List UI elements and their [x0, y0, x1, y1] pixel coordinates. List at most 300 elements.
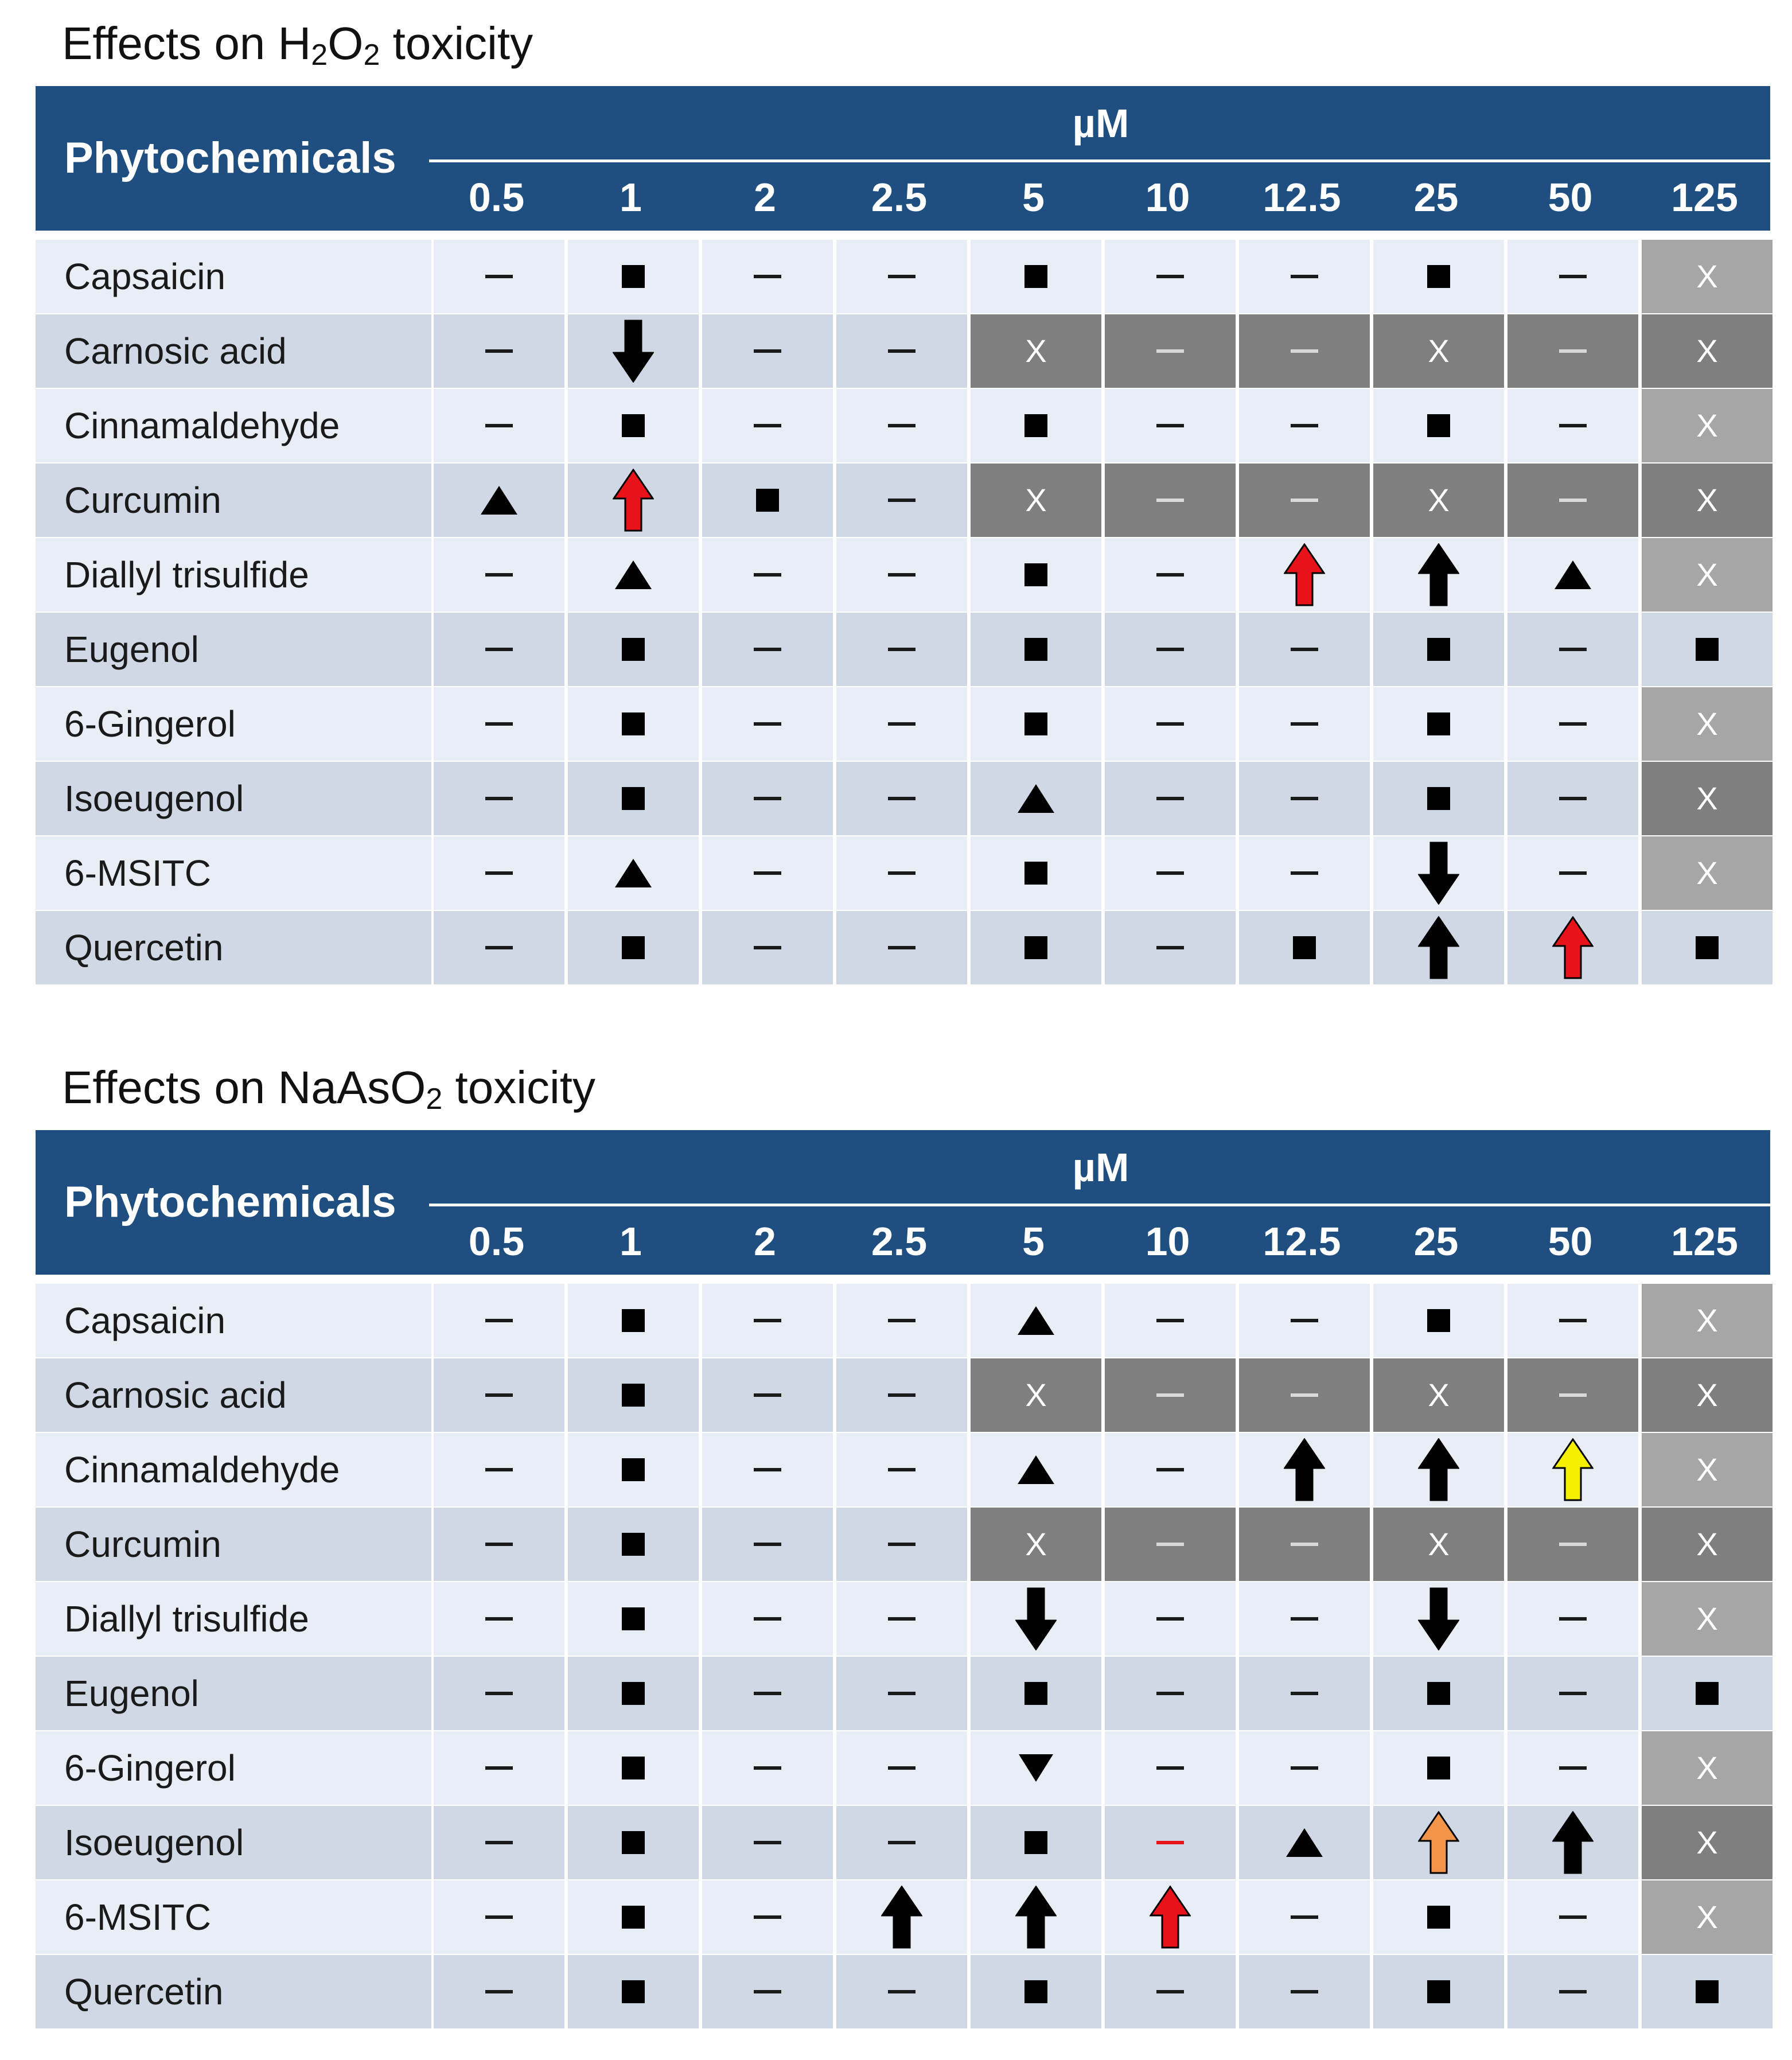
square-icon — [1696, 1682, 1719, 1705]
result-cell — [568, 687, 699, 761]
square-icon — [622, 1831, 645, 1854]
arrow-up-icon — [1150, 1886, 1191, 1949]
arrow-up-icon — [1552, 1811, 1594, 1874]
cytotoxic-x-mark: X — [1696, 1899, 1718, 1935]
arrow-up-icon — [613, 469, 654, 532]
result-cell — [971, 1657, 1101, 1730]
result-cell — [702, 1508, 833, 1581]
result-cell — [702, 389, 833, 462]
result-cell — [1373, 1358, 1504, 1432]
dash-icon — [485, 1468, 513, 1471]
result-cell — [702, 1955, 833, 2028]
dash-icon — [485, 1915, 513, 1919]
concentration-header: 5 — [1022, 1219, 1045, 1264]
result-cell — [971, 538, 1101, 612]
table-header — [36, 86, 1770, 231]
table-row — [36, 687, 1770, 761]
dash-icon — [485, 946, 513, 949]
square-icon — [1427, 638, 1450, 661]
cytotoxic-x-mark: X — [1696, 1302, 1718, 1338]
result-cell — [1642, 1955, 1772, 2028]
square-icon — [1024, 1831, 1047, 1854]
table-row — [36, 836, 1770, 910]
result-cell — [434, 687, 564, 761]
result-cell — [1105, 613, 1236, 686]
title-subscript: 2 — [363, 38, 380, 72]
cytotoxic-x-mark: X — [1696, 333, 1718, 369]
table-row — [36, 613, 1770, 686]
dash-icon — [1156, 797, 1184, 800]
table-row — [36, 1358, 1770, 1432]
row-name-cell — [36, 389, 431, 462]
phytochemical-name: Quercetin — [64, 1971, 224, 2012]
dash-icon — [1156, 1468, 1184, 1471]
square-icon — [1024, 936, 1047, 959]
dash-icon — [888, 1766, 916, 1770]
result-cell — [1239, 538, 1370, 612]
result-cell — [1507, 1806, 1638, 1879]
table-row — [36, 389, 1770, 462]
cytotoxic-x-mark: X — [1696, 258, 1718, 294]
title-part: toxicity — [380, 18, 533, 69]
result-cell — [1373, 762, 1504, 835]
result-cell — [1105, 1731, 1236, 1805]
square-icon — [622, 787, 645, 810]
table-header — [36, 1130, 1770, 1275]
result-cell — [1373, 1657, 1504, 1730]
phytochemical-name: Cinnamaldehyde — [64, 405, 340, 446]
phytochemicals-header: Phytochemicals — [64, 134, 396, 182]
square-icon — [1427, 265, 1450, 288]
dash-icon — [485, 1766, 513, 1770]
result-cell — [1239, 1731, 1370, 1805]
result-cell — [836, 613, 967, 686]
result-cell — [702, 1582, 833, 1656]
dash-icon — [754, 349, 781, 353]
result-cell — [1373, 1508, 1504, 1581]
table-row — [36, 911, 1770, 984]
phytochemical-name: Curcumin — [64, 480, 221, 521]
result-cell — [1239, 613, 1370, 686]
arrow-up-icon — [1552, 916, 1594, 979]
cytotoxic-x-mark: X — [1696, 1377, 1718, 1413]
dash-icon — [754, 871, 781, 875]
result-cell — [836, 1582, 967, 1656]
result-cell — [1105, 314, 1236, 388]
cytotoxic-x-mark: X — [1696, 855, 1718, 891]
phytochemical-name: Curcumin — [64, 1524, 221, 1565]
row-name-cell — [36, 687, 431, 761]
result-cell — [568, 1433, 699, 1506]
cytotoxic-x-mark: X — [1428, 333, 1450, 369]
result-cell — [434, 1806, 564, 1879]
dash-icon — [1291, 1692, 1318, 1695]
square-icon — [622, 414, 645, 437]
concentration-header: 125 — [1671, 1219, 1738, 1264]
table-row — [36, 538, 1770, 612]
dash-icon — [485, 1319, 513, 1322]
dash-icon — [1156, 1841, 1184, 1844]
result-cell — [1239, 1657, 1370, 1730]
result-cell — [836, 464, 967, 537]
dash-icon — [754, 1543, 781, 1546]
phytochemical-name: Quercetin — [64, 927, 224, 968]
phytochemicals-header: Phytochemicals — [64, 1178, 396, 1226]
phytochemical-name: Eugenol — [64, 1673, 199, 1714]
square-icon — [1293, 936, 1316, 959]
row-name-cell — [36, 1657, 431, 1730]
result-cell — [1642, 1508, 1772, 1581]
dash-icon — [754, 1841, 781, 1844]
result-cell — [702, 762, 833, 835]
result-cell — [836, 389, 967, 462]
row-name-cell — [36, 1358, 431, 1432]
arrow-up-icon — [1015, 1886, 1057, 1949]
row-name-cell — [36, 464, 431, 537]
dash-icon — [485, 1692, 513, 1695]
cytotoxic-x-mark: X — [1428, 482, 1450, 518]
square-icon — [622, 1384, 645, 1407]
phytochemical-name: Eugenol — [64, 629, 199, 670]
result-cell — [1507, 1284, 1638, 1357]
triangle-up-icon — [1018, 784, 1054, 813]
result-cell — [836, 1508, 967, 1581]
result-cell — [568, 464, 699, 537]
triangle-up-icon — [1286, 1828, 1323, 1857]
result-cell — [434, 464, 564, 537]
dash-icon — [485, 1393, 513, 1397]
square-icon — [1696, 1980, 1719, 2003]
result-cell — [1105, 1284, 1236, 1357]
result-cell — [971, 1284, 1101, 1357]
result-cell — [702, 240, 833, 313]
result-cell — [1642, 911, 1772, 984]
result-cell — [971, 1358, 1101, 1432]
result-cell — [1239, 836, 1370, 910]
result-cell — [568, 389, 699, 462]
dash-icon — [1156, 573, 1184, 577]
square-icon — [1427, 1309, 1450, 1332]
dash-icon — [1559, 722, 1587, 726]
result-cell — [1239, 911, 1370, 984]
result-cell — [971, 687, 1101, 761]
result-cell — [1105, 389, 1236, 462]
dash-icon — [754, 1915, 781, 1919]
dash-icon — [485, 573, 513, 577]
phytochemical-name: 6-MSITC — [64, 852, 211, 894]
phytochemical-name: Diallyl trisulfide — [64, 554, 309, 595]
result-cell — [702, 1880, 833, 1954]
square-icon — [1427, 1757, 1450, 1779]
square-icon — [622, 638, 645, 661]
concentration-header: 2 — [754, 175, 776, 220]
dash-icon — [485, 871, 513, 875]
result-cell — [568, 240, 699, 313]
concentration-header: 12.5 — [1263, 1219, 1341, 1264]
square-icon — [1024, 712, 1047, 735]
table-row — [36, 1955, 1770, 2028]
result-cell — [1373, 240, 1504, 313]
square-icon — [1427, 1906, 1450, 1929]
square-icon — [622, 1458, 645, 1481]
dash-icon — [888, 946, 916, 949]
arrow-down-icon — [1418, 842, 1459, 905]
dash-icon — [1156, 424, 1184, 427]
row-name-cell — [36, 911, 431, 984]
result-cell — [971, 1582, 1101, 1656]
dash-icon — [1156, 499, 1184, 502]
row-name-cell — [36, 1806, 431, 1879]
result-cell — [971, 1880, 1101, 1954]
result-cell — [1105, 1358, 1236, 1432]
result-cell — [971, 762, 1101, 835]
dash-icon — [1559, 424, 1587, 427]
square-icon — [622, 1682, 645, 1705]
dash-icon — [1559, 349, 1587, 353]
result-cell — [434, 1358, 564, 1432]
concentration-header: 2 — [754, 1219, 776, 1264]
result-cell — [434, 314, 564, 388]
row-name-cell — [36, 1880, 431, 1954]
dash-icon — [1291, 1543, 1318, 1546]
phytochemical-name: 6-Gingerol — [64, 703, 236, 745]
result-cell — [434, 762, 564, 835]
result-cell — [836, 1657, 967, 1730]
square-icon — [622, 1607, 645, 1630]
dash-icon — [754, 275, 781, 278]
concentration-header: 12.5 — [1263, 175, 1341, 220]
dash-icon — [888, 349, 916, 353]
result-cell — [1507, 762, 1638, 835]
phytochemical-name: Capsaicin — [64, 256, 226, 297]
result-cell — [1507, 1731, 1638, 1805]
title-subscript: 2 — [311, 38, 328, 72]
result-cell — [1239, 314, 1370, 388]
section-title — [62, 17, 533, 72]
result-cell — [1105, 1433, 1236, 1506]
result-cell — [1239, 1955, 1370, 2028]
result-cell — [1507, 538, 1638, 612]
triangle-up-icon — [615, 859, 652, 887]
dash-icon — [1291, 1915, 1318, 1919]
dash-icon — [1291, 1990, 1318, 1993]
result-cell — [971, 240, 1101, 313]
title-part: Effects on NaAsO — [62, 1062, 426, 1113]
cytotoxic-x-mark: X — [1696, 1750, 1718, 1786]
concentration-header: 25 — [1413, 175, 1459, 220]
result-cell — [1105, 464, 1236, 537]
result-cell — [971, 389, 1101, 462]
dash-icon — [1559, 1990, 1587, 1993]
result-cell — [1373, 1433, 1504, 1506]
concentration-header: 5 — [1022, 175, 1045, 220]
phytochemical-name: Diallyl trisulfide — [64, 1598, 309, 1640]
concentration-header: 125 — [1671, 175, 1738, 220]
dash-icon — [1559, 1543, 1587, 1546]
square-icon — [622, 265, 645, 288]
result-cell — [1239, 464, 1370, 537]
result-cell — [1642, 1433, 1772, 1506]
result-cell — [702, 1433, 833, 1506]
dash-icon — [1156, 1766, 1184, 1770]
dash-icon — [888, 573, 916, 577]
arrow-up-icon — [1418, 543, 1459, 606]
row-name-cell — [36, 1433, 431, 1506]
result-cell — [1642, 836, 1772, 910]
result-cell — [971, 911, 1101, 984]
dash-icon — [1156, 1543, 1184, 1546]
dash-icon — [754, 573, 781, 577]
result-cell — [568, 314, 699, 388]
row-name-cell — [36, 762, 431, 835]
result-cell — [1373, 836, 1504, 910]
result-cell — [1373, 314, 1504, 388]
row-name-cell — [36, 1731, 431, 1805]
result-cell — [1507, 613, 1638, 686]
table-row — [36, 1731, 1770, 1805]
concentration-header: 10 — [1145, 1219, 1190, 1264]
result-cell — [1507, 1582, 1638, 1656]
result-cell — [1373, 1731, 1504, 1805]
row-name-cell — [36, 1508, 431, 1581]
arrow-up-icon — [1418, 916, 1459, 979]
dash-icon — [1156, 1990, 1184, 1993]
unit-header: µM — [1072, 1145, 1129, 1190]
result-cell — [702, 911, 833, 984]
result-cell — [434, 1433, 564, 1506]
result-cell — [568, 762, 699, 835]
dash-icon — [754, 1468, 781, 1471]
dash-icon — [1291, 871, 1318, 875]
row-name-cell — [36, 1284, 431, 1357]
triangle-up-icon — [1018, 1306, 1054, 1335]
dash-icon — [1156, 871, 1184, 875]
result-cell — [1105, 240, 1236, 313]
dash-icon — [1559, 275, 1587, 278]
triangle-down-icon — [1019, 1754, 1053, 1782]
result-cell — [836, 1358, 967, 1432]
cytotoxic-x-mark: X — [1696, 1526, 1718, 1562]
row-name-cell — [36, 314, 431, 388]
result-cell — [434, 613, 564, 686]
dash-icon — [1291, 349, 1318, 353]
concentration-header: 1 — [620, 175, 642, 220]
dash-icon — [888, 1990, 916, 1993]
result-cell — [568, 1880, 699, 1954]
dash-icon — [888, 275, 916, 278]
dash-icon — [485, 1617, 513, 1621]
table-row — [36, 314, 1770, 388]
dash-icon — [888, 1319, 916, 1322]
result-cell — [1239, 762, 1370, 835]
dash-icon — [888, 1468, 916, 1471]
result-cell — [836, 538, 967, 612]
result-cell — [434, 1284, 564, 1357]
result-cell — [1105, 1657, 1236, 1730]
result-cell — [1373, 1806, 1504, 1879]
phytochemical-name: Cinnamaldehyde — [64, 1449, 340, 1490]
dash-icon — [1291, 424, 1318, 427]
dash-icon — [888, 1841, 916, 1844]
dash-icon — [888, 648, 916, 651]
square-icon — [1024, 563, 1047, 586]
dash-icon — [888, 871, 916, 875]
dash-icon — [1559, 1915, 1587, 1919]
result-cell — [1507, 389, 1638, 462]
result-cell — [702, 1731, 833, 1805]
result-cell — [1105, 1582, 1236, 1656]
dash-icon — [754, 1393, 781, 1397]
result-cell — [1105, 1880, 1236, 1954]
title-part: toxicity — [442, 1062, 596, 1113]
result-cell — [971, 613, 1101, 686]
phytochemical-name: 6-Gingerol — [64, 1747, 236, 1789]
result-cell — [434, 240, 564, 313]
dash-icon — [1559, 499, 1587, 502]
result-cell — [1507, 687, 1638, 761]
arrow-up-icon — [881, 1886, 922, 1949]
phytochemical-name: Isoeugenol — [64, 778, 244, 819]
dash-icon — [754, 648, 781, 651]
result-cell — [1507, 240, 1638, 313]
square-icon — [1024, 1682, 1047, 1705]
table-row — [36, 1433, 1770, 1506]
result-cell — [702, 314, 833, 388]
square-icon — [622, 1757, 645, 1779]
cytotoxic-x-mark: X — [1696, 1601, 1718, 1637]
result-cell — [971, 836, 1101, 910]
table-row — [36, 1284, 1770, 1357]
square-icon — [1427, 712, 1450, 735]
triangle-up-icon — [615, 560, 652, 589]
dash-icon — [485, 797, 513, 800]
result-cell — [568, 836, 699, 910]
dash-icon — [1291, 1766, 1318, 1770]
result-cell — [1239, 687, 1370, 761]
dash-icon — [1156, 275, 1184, 278]
result-cell — [702, 836, 833, 910]
unit-header: µM — [1072, 101, 1129, 146]
result-cell — [702, 538, 833, 612]
dash-icon — [1559, 648, 1587, 651]
result-cell — [702, 687, 833, 761]
dash-icon — [1291, 1617, 1318, 1621]
result-cell — [1642, 1657, 1772, 1730]
result-cell — [836, 836, 967, 910]
dash-icon — [1291, 1319, 1318, 1322]
result-cell — [836, 1880, 967, 1954]
row-name-cell — [36, 1955, 431, 2028]
cytotoxic-x-mark: X — [1025, 482, 1047, 518]
result-cell — [1239, 1284, 1370, 1357]
phytochemical-name: Isoeugenol — [64, 1822, 244, 1863]
dash-icon — [1291, 648, 1318, 651]
dash-icon — [485, 349, 513, 353]
dash-icon — [1559, 1393, 1587, 1397]
result-cell — [1373, 1955, 1504, 2028]
dash-icon — [1156, 1393, 1184, 1397]
table-row — [36, 1657, 1770, 1730]
cytotoxic-x-mark: X — [1025, 1377, 1047, 1413]
cytotoxic-x-mark: X — [1696, 1451, 1718, 1487]
square-icon — [622, 1309, 645, 1332]
triangle-up-icon — [1555, 560, 1591, 589]
square-icon — [1024, 638, 1047, 661]
triangle-up-icon — [481, 486, 517, 515]
dash-icon — [1559, 1766, 1587, 1770]
result-cell — [1507, 1358, 1638, 1432]
result-cell — [1642, 389, 1772, 462]
